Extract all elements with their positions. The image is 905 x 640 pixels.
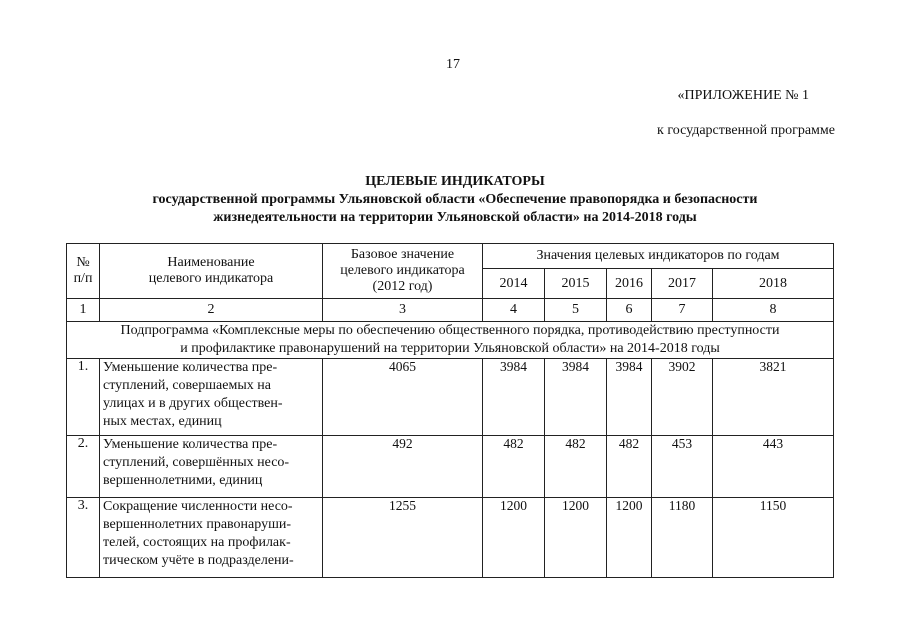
year-value: 482 xyxy=(483,436,545,498)
year-value: 482 xyxy=(545,436,607,498)
year-value: 3984 xyxy=(545,359,607,436)
year-value: 1200 xyxy=(545,498,607,578)
base-value: 4065 xyxy=(323,359,483,436)
title-line-2: государственной программы Ульяновской области «Обеспечение правопорядка и безопасности xyxy=(152,192,758,207)
column-number: 2 xyxy=(100,299,323,322)
year-value: 453 xyxy=(652,436,713,498)
year-value: 443 xyxy=(713,436,834,498)
header-year: 2014 xyxy=(483,269,545,299)
header-year: 2016 xyxy=(607,269,652,299)
column-number: 6 xyxy=(607,299,652,322)
header-year: 2017 xyxy=(652,269,713,299)
column-number: 5 xyxy=(545,299,607,322)
header-indicator-name: Наименование целевого индикатора xyxy=(100,244,323,299)
document-title xyxy=(66,173,844,227)
year-value: 482 xyxy=(607,436,652,498)
year-value: 1200 xyxy=(483,498,545,578)
row-number: 2. xyxy=(67,436,100,498)
header-year: 2015 xyxy=(545,269,607,299)
year-value: 3984 xyxy=(607,359,652,436)
column-number: 7 xyxy=(652,299,713,322)
column-number: 8 xyxy=(713,299,834,322)
header-base-value: Базовое значение целевого индикатора (2012 год) xyxy=(323,244,483,299)
subprogram-title: Подпрограмма «Комплексные меры по обеспечению общественного порядка, противодействию преступности и профилактике правонарушений на территории Ульяновской области» на 2014-2018 годы xyxy=(67,322,834,359)
header-number: № п/п xyxy=(67,244,100,299)
year-value: 1150 xyxy=(713,498,834,578)
appendix-label: «ПРИЛОЖЕНИЕ № 1 xyxy=(677,88,809,103)
title-line-1: ЦЕЛЕВЫЕ ИНДИКАТОРЫ xyxy=(365,174,545,189)
column-number: 3 xyxy=(323,299,483,322)
table-row xyxy=(67,498,834,578)
header-values-by-year: Значения целевых индикаторов по годам xyxy=(483,244,834,269)
row-number: 3. xyxy=(67,498,100,578)
title-line-3: жизнедеятельности на территории Ульяновской области» на 2014-2018 годы xyxy=(213,210,697,225)
year-value: 3984 xyxy=(483,359,545,436)
year-value: 1180 xyxy=(652,498,713,578)
year-value: 3902 xyxy=(652,359,713,436)
column-number: 1 xyxy=(67,299,100,322)
indicators-table xyxy=(66,243,834,578)
base-value: 492 xyxy=(323,436,483,498)
base-value: 1255 xyxy=(323,498,483,578)
indicator-name: Уменьшение количества пре- ступлений, совершённых несо- вершеннолетними, единиц xyxy=(100,436,323,498)
row-number: 1. xyxy=(67,359,100,436)
header-year: 2018 xyxy=(713,269,834,299)
year-value: 3821 xyxy=(713,359,834,436)
table-row xyxy=(67,359,834,436)
year-value: 1200 xyxy=(607,498,652,578)
appendix-subtitle: к государственной программе xyxy=(657,123,835,138)
indicator-name: Сокращение численности несо- вершеннолетних правонаруши- телей, состоящих на профилак- тическом учёте в подразделени- xyxy=(100,498,323,578)
column-number: 4 xyxy=(483,299,545,322)
page-number: 17 xyxy=(446,57,460,72)
indicator-name: Уменьшение количества пре- ступлений, совершаемых на улицах и в других обществен- ных местах, единиц xyxy=(100,359,323,436)
table-row xyxy=(67,436,834,498)
